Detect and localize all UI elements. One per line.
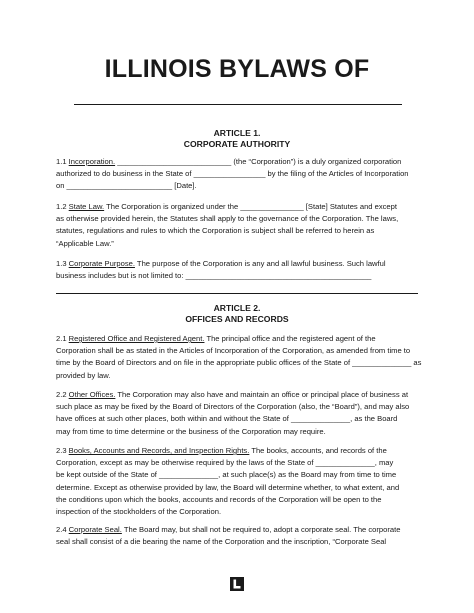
section-1-2-line-4: “Applicable Law.” [56,238,114,248]
blank-line [56,293,418,294]
article-1-name: CORPORATE AUTHORITY [183,139,291,149]
section-2-1-line-3: time by the Board of Directors and on file in the appropriate public offices of the State of ______________ as [56,358,422,368]
section-1-3-line-1 [56,258,424,270]
article-1-number: ARTICLE 1. [213,128,261,138]
document-title: ILLINOIS BYLAWS OF [104,55,370,83]
section-text: The principal office and the registered agent of the [204,334,376,343]
section-2-3 [56,445,424,518]
section-2-2-line-2: such place as may be fixed by the Board of Directors of the Corporation (also, the “Board”), and may also [56,402,410,412]
section-number: 2.2 [56,390,69,399]
section-1-2 [56,201,424,250]
section-1-3 [56,258,424,282]
article-2-name: OFFICES AND RECORDS [185,314,289,324]
section-label: Registered Office and Registered Agent. [68,334,205,343]
section-text: The books, accounts, and records of the [249,446,387,455]
section-1-1-line-1 [56,156,424,168]
section-2-2-line-1 [56,389,424,401]
section-text: The Corporation is organized under the _______________ [State] Statutes and except [104,202,397,211]
section-1-1-line-2: authorized to do business in the State of _________________ by the filing of the Articles of Incorporation [56,169,409,179]
section-number: 2.3 [56,446,69,455]
section-1-3-line-2: business includes but is not limited to: ____________________________________________ [56,271,372,281]
section-1-2-line-1 [56,201,424,213]
section-2-1-line-4: provided by law. [56,370,111,380]
article-2-number: ARTICLE 2. [213,303,261,313]
section-1-1 [56,156,424,193]
section-2-2-line-4: may from time to time determine or the business of the Corporation may require. [56,426,326,436]
section-2-3-line-4: determine. Except as otherwise provided by law, the Board will determine whether, to what extent, and [56,482,400,492]
section-number: 2.4 [56,525,69,534]
section-label: Books, Accounts and Records, and Inspection Rights. [68,446,250,455]
section-2-4-line-2: seal shall consist of a die bearing the name of the Corporation and the inscription, “Corporate Seal [56,537,387,547]
section-1-2-line-2: as otherwise provided herein, the Statutes shall apply to the governance of the Corporation. The laws, [56,214,399,224]
section-number: 1.2 [56,202,69,211]
section-number: 1.3 [56,259,69,268]
section-label: State Law. [68,202,105,211]
section-text: The Board may, but shall not be required to, adopt a corporate seal. The corporate [121,525,401,534]
section-2-4-line-1 [56,524,424,536]
section-text: ___________________________ (the “Corporation”) is a duly organized corporation [115,157,402,166]
section-text: The Corporation may also have and maintain an office or principal place of business at [115,390,409,399]
section-2-2-line-3: have offices at such other places, both within and without the State of ______________, as the Board [56,414,398,424]
section-1-1-line-3: on _________________________ [Date]. [56,181,197,191]
section-2-4 [56,524,424,548]
section-label: Other Offices. [68,390,116,399]
section-2-3-line-6: inspection of the stockholders of the Corporation. [56,506,222,516]
section-2-3-line-5: the conditions upon which the books, accounts and records of the Corporation will be open to the [56,494,382,504]
section-2-1-line-1 [56,333,424,345]
section-2-1 [56,333,424,382]
document-logo-icon [226,573,248,595]
section-2-3-line-3: be kept outside of the State of ______________, at such place(s) as the Board may from time to time [56,470,397,480]
section-number: 1.1 [56,157,69,166]
section-2-3-line-2: Corporation, except as may be otherwise required by the laws of the State of ______________, may [56,458,394,468]
section-number: 2.1 [56,334,69,343]
title-blank-line [74,104,402,105]
section-2-1-line-2: Corporation shall be as stated in the Articles of Incorporation of the Corporation, as amended from time to [56,346,411,356]
section-2-3-line-1 [56,445,424,457]
section-label: Corporate Purpose. [68,259,135,268]
section-1-2-line-3: statutes, regulations and rules to which the Corporation is subject shall be referred to herein as [56,226,375,236]
section-label: Corporate Seal. [68,525,122,534]
section-label: Incorporation. [68,157,116,166]
section-text: The purpose of the Corporation is any and all lawful business. Such lawful [134,259,386,268]
section-2-2 [56,389,424,438]
